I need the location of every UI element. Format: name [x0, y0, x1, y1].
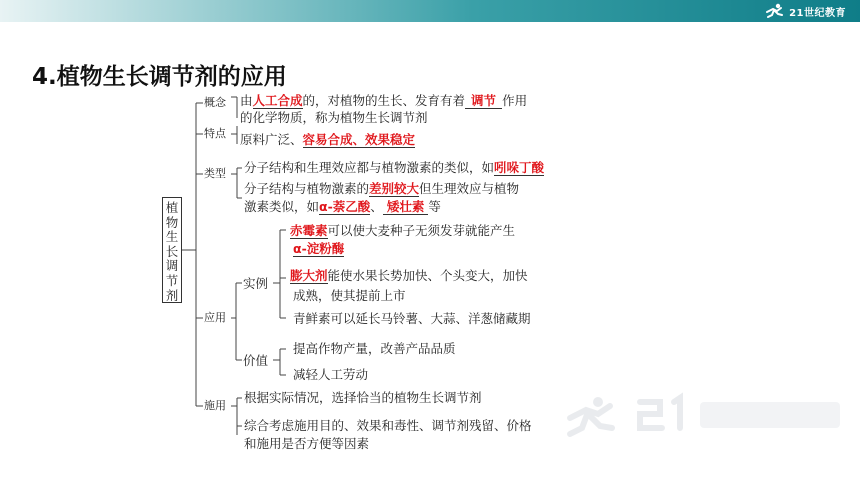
- text: 、: [370, 199, 383, 214]
- answer-text: 吲哚丁酸: [494, 160, 545, 175]
- answer-text: 人工合成: [252, 93, 303, 108]
- answer-text: 矮壮素: [383, 199, 429, 215]
- branch-label-feature: 特点: [204, 127, 226, 140]
- text: 分子结构与植物激素的: [244, 181, 370, 196]
- branch-label-concept: 概念: [204, 96, 226, 109]
- text: 激素类似，如: [244, 199, 320, 214]
- root-char: 生: [165, 229, 179, 245]
- text: 可以使大麦种子无须发芽就能产生: [327, 223, 516, 238]
- root-node: [162, 197, 182, 303]
- usage-line-2: 综合考虑施用目的、效果和毒性、调节剂残留、价格: [244, 418, 532, 433]
- examples-label: 实例: [243, 276, 269, 291]
- root-char: 物: [165, 214, 179, 230]
- text: 分子结构和生理效应都与植物激素的类似，如: [244, 160, 495, 175]
- page-title: 4.植物生长调节剂的应用: [32, 64, 287, 90]
- root-char: 调: [165, 258, 179, 274]
- root-char: 剂: [165, 287, 179, 303]
- usage-line-1: 根据实际情况，选择恰当的植物生长调节剂: [244, 390, 482, 405]
- type-item-2-line-2: [244, 199, 441, 215]
- text: 能使水果长势加快、个头变大，加快: [327, 268, 528, 283]
- answer-text: 膨大剂: [290, 268, 328, 283]
- branch-label-usage: 施用: [204, 399, 226, 412]
- root-char: 长: [165, 243, 179, 259]
- value-1: 提高作物产量，改善产品品质: [293, 341, 456, 356]
- type-item-2: [244, 181, 519, 197]
- text: 等: [428, 199, 441, 214]
- feature-line: [240, 132, 415, 148]
- value-2: 减轻人工劳动: [293, 367, 369, 382]
- type-item-1: [244, 160, 544, 176]
- answer-text: 赤霉素: [290, 223, 328, 238]
- branch-label-application: 应用: [204, 311, 226, 324]
- text: 原料广泛、: [240, 132, 303, 147]
- example-3: 青鲜素可以延长马铃薯、大蒜、洋葱储藏期: [293, 311, 531, 326]
- usage-line-3: 和施用是否方便等因素: [244, 436, 370, 451]
- root-char: 植: [165, 200, 179, 215]
- example-1: [290, 223, 515, 239]
- answer-text: 容易合成、效果稳定: [302, 132, 416, 147]
- value-label: 价值: [243, 353, 269, 368]
- answer-text: 调节: [465, 93, 502, 109]
- concept-line-1: [240, 93, 527, 109]
- example-2: [290, 268, 528, 284]
- example-2-line-2: 成熟，使其提前上市: [293, 288, 406, 303]
- answer-text: α-淀粉酶: [293, 241, 345, 256]
- branch-label-type: 类型: [204, 167, 226, 180]
- text: 由: [240, 93, 253, 108]
- concept-line-2: 的化学物质，称为植物生长调节剂: [240, 110, 428, 125]
- text: 但生理效应与植物: [419, 181, 520, 196]
- watermark-logo-icon: [560, 388, 850, 448]
- example-1-line-2: [293, 241, 344, 257]
- text: 作用: [502, 93, 528, 108]
- text: 的，对植物的生长、发育有着: [302, 93, 466, 108]
- answer-text: α-萘乙酸: [319, 199, 371, 214]
- logo-text: 21世纪教育: [789, 7, 846, 19]
- root-char: 节: [165, 272, 179, 288]
- answer-text: 差别较大: [369, 181, 420, 196]
